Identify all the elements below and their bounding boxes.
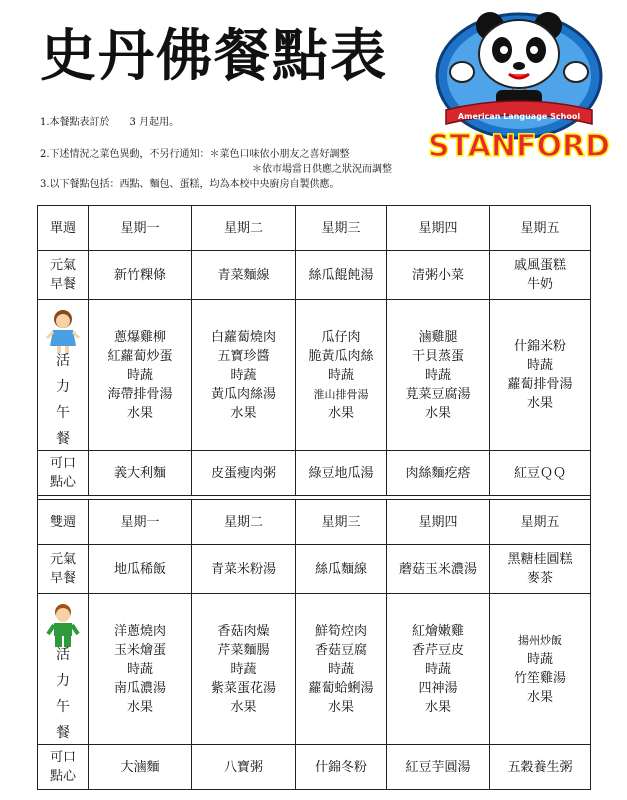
week1-day-3: 星期三: [296, 206, 387, 251]
week2-label: 雙週: [38, 500, 89, 545]
week2-snack-fri: 五穀養生粥: [490, 745, 591, 790]
week1-breakfast-label: 元氣 早餐: [38, 251, 89, 300]
week1-lunch-thu: 滷雞腿 干貝蒸蛋 時蔬 莧菜豆腐湯 水果: [387, 300, 490, 451]
week1-header-row: [38, 206, 591, 251]
week2-breakfast-row: [38, 545, 591, 594]
week2-lunch-fri: 揚州炒飯 時蔬 竹笙雞湯 水果: [490, 594, 591, 745]
week1-lunch-wed: 瓜仔肉 脆黃瓜肉絲 時蔬 淮山排骨湯 水果: [296, 300, 387, 451]
week1-lunch-tue: 白蘿蔔燒肉 五寶珍醬 時蔬 黃瓜肉絲湯 水果: [192, 300, 296, 451]
week1-day-4: 星期四: [387, 206, 490, 251]
week1-day-2: 星期二: [192, 206, 296, 251]
week2-snack-tue: 八寶粥: [192, 745, 296, 790]
week1-snack-thu: 肉絲麵疙瘩: [387, 451, 490, 496]
week2-snack-mon: 大滷麵: [89, 745, 192, 790]
week1-lunch-mon: 蔥爆雞柳 紅蘿蔔炒蛋 時蔬 海帶排骨湯 水果: [89, 300, 192, 451]
week2-header-row: [38, 500, 591, 545]
week2-lunch-row: [38, 594, 591, 745]
week1-snack-row: [38, 451, 591, 496]
menu-table: [37, 205, 591, 790]
logo-tagline: American Language School: [457, 112, 581, 121]
week2-lunch-wed: 鮮筍焢肉 香菇豆腐 時蔬 蘿蔔蛤蜊湯 水果: [296, 594, 387, 745]
week1-snack-label: 可口 點心: [38, 451, 89, 496]
week2-breakfast-wed: 絲瓜麵線: [296, 545, 387, 594]
week2-snack-wed: 什錦冬粉: [296, 745, 387, 790]
week1-snack-mon: 義大利麵: [89, 451, 192, 496]
week1-snack-fri: 紅豆ＱＱ: [490, 451, 591, 496]
week2-snack-row: [38, 745, 591, 790]
week2-day-4: 星期四: [387, 500, 490, 545]
week2-lunch-label: 活 力 午 餐: [38, 594, 89, 745]
week1-lunch-label: 活 力 午 餐: [38, 300, 89, 451]
week1-breakfast-row: [38, 251, 591, 300]
logo-wordmark: STANFORD: [427, 129, 611, 164]
week1-breakfast-fri: 戚風蛋糕 牛奶: [490, 251, 591, 300]
week2-day-3: 星期三: [296, 500, 387, 545]
week2-lunch-tue: 香菇肉燥 芹菜麵腸 時蔬 紫菜蛋花湯 水果: [192, 594, 296, 745]
note-2: 2.下述情況之菜色異動，不另行通知：＊菜色口味依小朋友之喜好調整: [40, 149, 350, 160]
week2-day-5: 星期五: [490, 500, 591, 545]
week1-breakfast-tue: 青菜麵線: [192, 251, 296, 300]
week2-snack-label: 可口 點心: [38, 745, 89, 790]
week2-breakfast-mon: 地瓜稀飯: [89, 545, 192, 594]
week1-day-1: 星期一: [89, 206, 192, 251]
week2-breakfast-thu: 蘑菇玉米濃湯: [387, 545, 490, 594]
week2-breakfast-fri: 黑糖桂圓糕 麥茶: [490, 545, 591, 594]
note-3: 3.以下餐點包括：西點、麵包、蛋糕，均為本校中央廚房自製供應。: [40, 179, 340, 190]
week1-lunch-row: [38, 300, 591, 451]
week1-snack-tue: 皮蛋瘦肉粥: [192, 451, 296, 496]
page-title: 史丹佛餐點表: [40, 24, 388, 89]
week1-label: 單週: [38, 206, 89, 251]
note-2b: ＊依市場當日供應之狀況而調整: [252, 164, 392, 175]
week1-breakfast-mon: 新竹粿條: [89, 251, 192, 300]
week2-lunch-thu: 紅燴嫩雞 香芹豆皮 時蔬 四神湯 水果: [387, 594, 490, 745]
note-1: 1.本餐點表訂於 3 月起用。: [40, 117, 180, 128]
week2-lunch-mon: 洋蔥燒肉 玉米燴蛋 時蔬 南瓜濃湯 水果: [89, 594, 192, 745]
week2-snack-thu: 紅豆芋圓湯: [387, 745, 490, 790]
week1-breakfast-wed: 絲瓜餛飩湯: [296, 251, 387, 300]
week1-breakfast-thu: 清粥小菜: [387, 251, 490, 300]
week1-snack-wed: 綠豆地瓜湯: [296, 451, 387, 496]
week1-lunch-fri: 什錦米粉 時蔬 蘿蔔排骨湯 水果: [490, 300, 591, 451]
week2-day-1: 星期一: [89, 500, 192, 545]
week1-day-5: 星期五: [490, 206, 591, 251]
week2-breakfast-label: 元氣 早餐: [38, 545, 89, 594]
stanford-panda-logo: [424, 6, 614, 166]
week2-day-2: 星期二: [192, 500, 296, 545]
week2-breakfast-tue: 青菜米粉湯: [192, 545, 296, 594]
